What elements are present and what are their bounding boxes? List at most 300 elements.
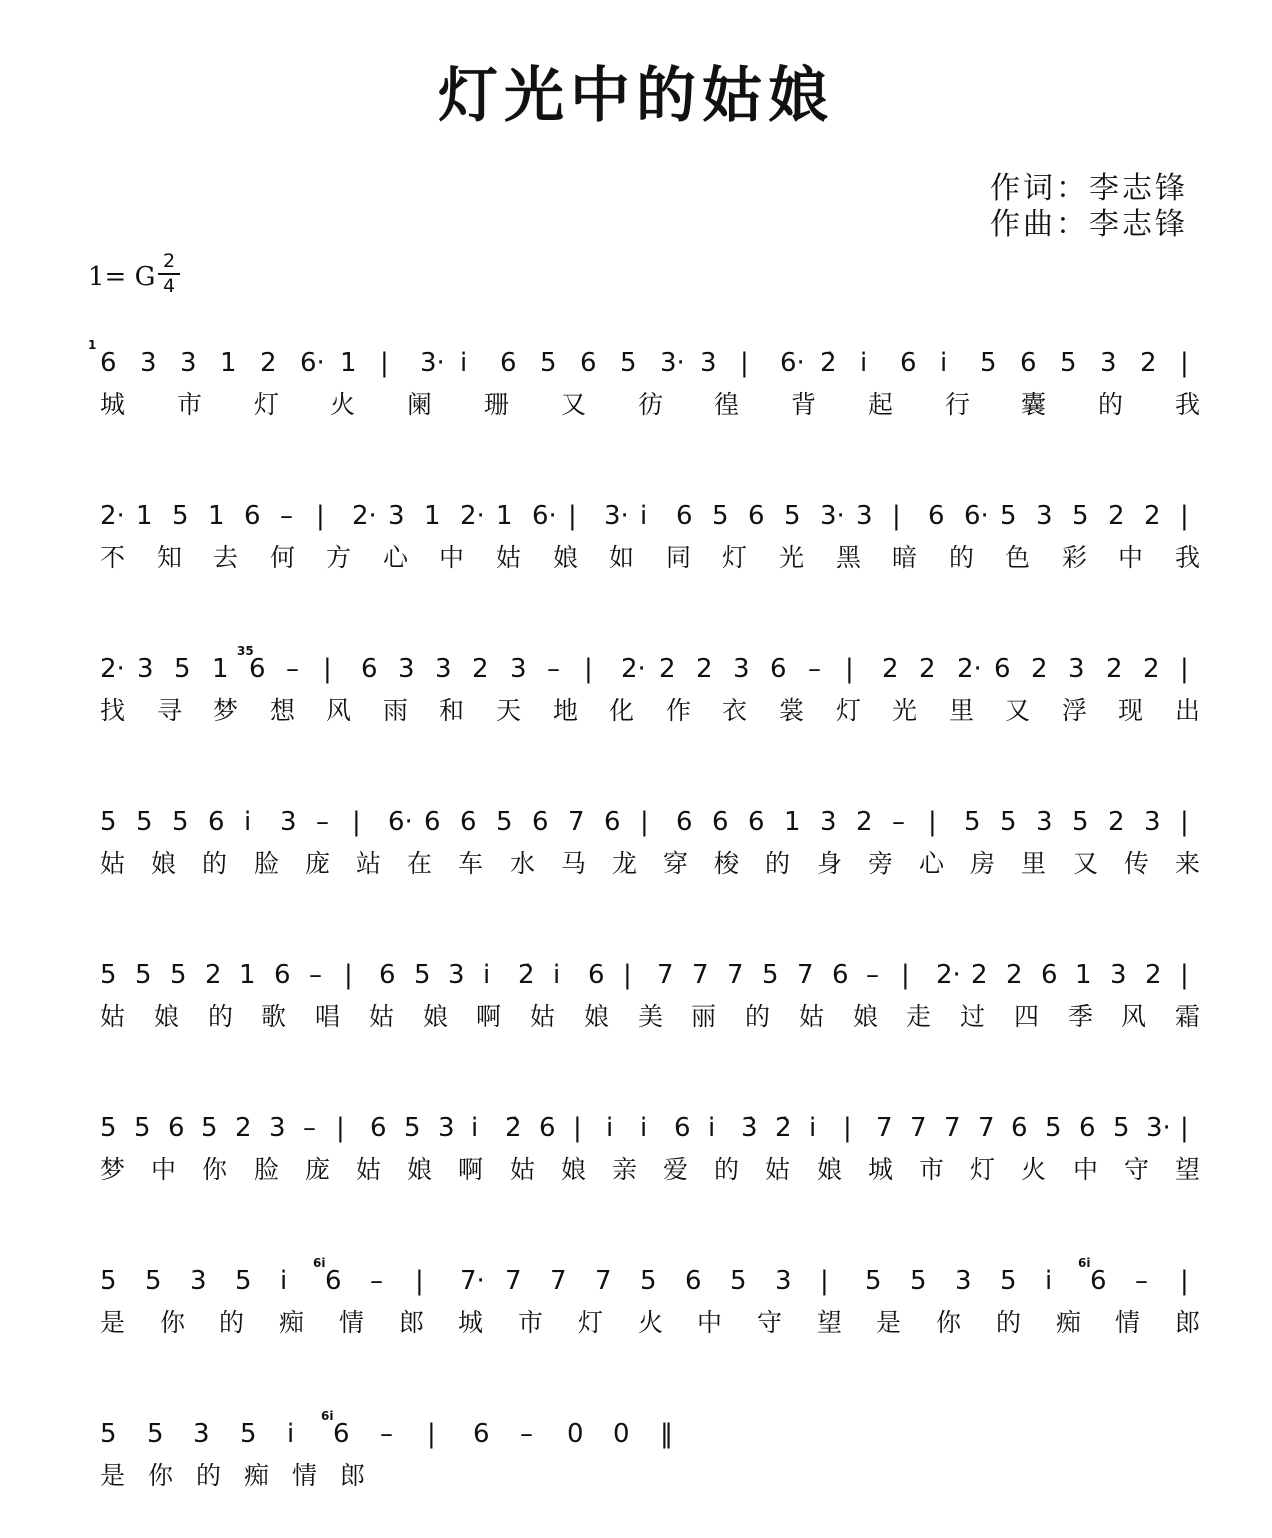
note: 6 [500,348,517,378]
barline: | [316,501,325,531]
lyric-char: 娘 [584,1002,610,1031]
note: 6 [424,807,441,837]
note: 7 [657,960,674,990]
note: 0 [567,1419,584,1449]
lyric-char: 望 [817,1308,843,1337]
note: 6 [333,1419,350,1449]
barline: | [623,960,632,990]
lyric-char: 守 [757,1308,783,1337]
barline: | [740,348,749,378]
note: 3 [1110,960,1127,990]
note: 6 [473,1419,490,1449]
lyric-char: 灯 [970,1155,996,1184]
note: 3 [1036,501,1053,531]
note: 6 [588,960,605,990]
lyric-char: 脸 [254,849,280,878]
note: 2· [352,501,377,531]
barline: ‖ [660,1419,673,1449]
lyric-char: 火 [1021,1155,1047,1184]
note: 5 [100,807,117,837]
note: 2 [1144,501,1161,531]
note: 6 [676,501,693,531]
note: i̇ [553,960,561,990]
lyric-char: 中 [1118,543,1144,572]
note: 3 [398,654,415,684]
lyric-char: 城 [100,390,126,419]
lyric-char: 姑 [100,849,126,878]
note: 2 [205,960,222,990]
lyric-char: 彩 [1062,543,1088,572]
note: 5 [712,501,729,531]
lyric-char: 庞 [305,849,331,878]
note: – [1135,1266,1148,1296]
note: 2 [472,654,489,684]
lyric-line [100,1157,1200,1197]
lyric-char: 的 [196,1461,222,1490]
note: 6 [532,807,549,837]
note: 3 [448,960,465,990]
lyric-char: 庞 [305,1155,331,1184]
note: 3· [420,348,445,378]
music-system [0,1248,1272,1368]
note: 5 [145,1266,162,1296]
barline: | [427,1419,436,1449]
lyric-char: 又 [1005,696,1031,725]
barline: | [568,501,577,531]
lyric-char: 传 [1124,849,1150,878]
note: 3 [1068,654,1085,684]
lyric-char: 过 [960,1002,986,1031]
lyric-char: 色 [1005,543,1031,572]
note: 6· [300,348,325,378]
time-numerator: 2 [162,250,176,272]
music-system [0,942,1272,1062]
lyric-char: 站 [356,849,382,878]
lyric-char: 你 [160,1308,186,1337]
note: 5 [201,1113,218,1143]
note: 6 [1011,1113,1028,1143]
note: 6 [539,1113,556,1143]
lyric-char: 的 [714,1155,740,1184]
lyric-char: 雨 [383,696,409,725]
lyric-char: 黑 [836,543,862,572]
lyric-char: 房 [970,849,996,878]
lyric-char: 又 [561,390,587,419]
note: 5 [762,960,779,990]
note: 1 [1075,960,1092,990]
barline: | [1180,960,1189,990]
barline: | [584,654,593,684]
note: 2 [882,654,899,684]
lyric-char: 光 [892,696,918,725]
note: 5 [136,807,153,837]
note: 5 [174,654,191,684]
time-denominator: 4 [162,275,176,297]
note: – [547,654,560,684]
lyric-char: 望 [1175,1155,1201,1184]
lyric-char: 车 [458,849,484,878]
note: i̇ [606,1113,614,1143]
lyric-char: 现 [1118,696,1144,725]
note: i̇ [244,807,252,837]
note: 3 [1144,807,1161,837]
note: 6 [748,807,765,837]
note: 6 [244,501,261,531]
lyric-char: 行 [945,390,971,419]
lyric-char: 我 [1175,543,1201,572]
lyric-char: 何 [270,543,296,572]
barline: | [845,654,854,684]
note: 7 [876,1113,893,1143]
lyric-char: 暗 [892,543,918,572]
lyric-char: 在 [407,849,433,878]
note: 1 [784,807,801,837]
note: 5 [172,501,189,531]
note: 1 [340,348,357,378]
lyric-char: 马 [561,849,587,878]
lyric-char: 痴 [279,1308,305,1337]
lyric-line [100,1463,1200,1503]
lyric-char: 啊 [476,1002,502,1031]
lyric-char: 娘 [553,543,579,572]
lyric-char: 歌 [261,1002,287,1031]
lyric-char: 郎 [340,1461,366,1490]
note: 3· [1146,1113,1171,1143]
note: 7 [568,807,585,837]
lyric-char: 娘 [561,1155,587,1184]
lyric-char: 珊 [484,390,510,419]
lyric-char: 情 [292,1461,318,1490]
note: 6 [712,807,729,837]
lyric-char: 情 [339,1308,365,1337]
note: i̇ [483,960,491,990]
note: 6 [832,960,849,990]
barline: | [892,501,901,531]
lyric-char: 中 [697,1308,723,1337]
barline: | [928,807,937,837]
note: 5 [1045,1113,1062,1143]
note: 5 [134,1113,151,1143]
lyric-char: 风 [326,696,352,725]
note: 5 [640,1266,657,1296]
note: 3 [510,654,527,684]
note: i̇ [280,1266,288,1296]
note: 2 [1006,960,1023,990]
lyric-char: 灯 [254,390,280,419]
note: 2 [1108,501,1125,531]
note: 7 [978,1113,995,1143]
lyric-char: 娘 [853,1002,879,1031]
lyric-char: 城 [868,1155,894,1184]
barline: | [1180,348,1189,378]
lyric-char: 娘 [154,1002,180,1031]
lyric-char: 又 [1073,849,1099,878]
lyric-char: 火 [330,390,356,419]
note: 1 [208,501,225,531]
note: i̇ [640,501,648,531]
lyric-char: 裳 [779,696,805,725]
barline: | [344,960,353,990]
note: 6 [770,654,787,684]
lyric-char: 灯 [578,1308,604,1337]
lyric-char: 娘 [423,1002,449,1031]
note: 7 [505,1266,522,1296]
note: – [370,1266,383,1296]
lyric-char: 灯 [836,696,862,725]
note: – [380,1419,393,1449]
barline: | [843,1113,852,1143]
note: 3 [280,807,297,837]
note: 1 [136,501,153,531]
lyric-char: 的 [1098,390,1124,419]
note: 6 [361,654,378,684]
lyric-char: 的 [208,1002,234,1031]
note: 5 [496,807,513,837]
grace-note: 6i [313,1256,326,1270]
note: 3· [820,501,845,531]
note: 6 [748,501,765,531]
note: 6 [1090,1266,1107,1296]
note: 5 [980,348,997,378]
lyric-char: 起 [868,390,894,419]
note: 5 [100,1419,117,1449]
note: 6 [604,807,621,837]
lyric-char: 的 [202,849,228,878]
note: i̇ [640,1113,648,1143]
lyric-char: 水 [510,849,536,878]
note: 2 [235,1113,252,1143]
note: 6· [780,348,805,378]
note: 7· [460,1266,485,1296]
note: – [316,807,329,837]
note: 7 [550,1266,567,1296]
note: 3 [820,807,837,837]
note: 3 [269,1113,286,1143]
lyric-char: 姑 [765,1155,791,1184]
note: 0 [613,1419,630,1449]
note: 5 [1072,807,1089,837]
note: 5 [620,348,637,378]
note: 5 [784,501,801,531]
barline: | [640,807,649,837]
note: 6 [928,501,945,531]
lyric-char: 里 [1021,849,1047,878]
grace-note: 6i [321,1409,334,1423]
lyric-char: 找 [100,696,126,725]
note: 5 [170,960,187,990]
lyric-char: 的 [219,1308,245,1337]
note: 3 [733,654,750,684]
note: 5 [100,1266,117,1296]
notation-line [100,636,1200,706]
note: 6 [249,654,266,684]
lyric-char: 姑 [496,543,522,572]
barline: | [1180,501,1189,531]
notation-line [100,483,1200,553]
note: 3· [660,348,685,378]
lyric-line [100,1310,1200,1350]
music-system [0,789,1272,909]
lyric-char: 梭 [714,849,740,878]
note: 3 [190,1266,207,1296]
lyric-char: 龙 [612,849,638,878]
lyric-char: 背 [791,390,817,419]
music-system [0,330,1272,450]
lyric-char: 情 [1115,1308,1141,1337]
barline: | [820,1266,829,1296]
note: 6· [388,807,413,837]
note: 1 [220,348,237,378]
lyric-char: 娘 [407,1155,433,1184]
note: 3 [700,348,717,378]
lyric-char: 城 [458,1308,484,1337]
note: 2· [460,501,485,531]
note: 3 [1036,807,1053,837]
lyric-char: 光 [779,543,805,572]
song-title: 灯光中的姑娘 [438,61,834,131]
music-system [0,636,1272,756]
note: 3 [137,654,154,684]
lyric-char: 美 [638,1002,664,1031]
note: 6 [208,807,225,837]
lyric-char: 你 [148,1461,174,1490]
lyric-char: 你 [202,1155,228,1184]
note: 5 [1000,501,1017,531]
note: 1 [239,960,256,990]
barline: | [1180,807,1189,837]
lyric-char: 啊 [458,1155,484,1184]
lyric-char: 徨 [714,390,740,419]
note: – [286,654,299,684]
lyric-char: 姑 [356,1155,382,1184]
lyric-char: 方 [326,543,352,572]
note: 6 [460,807,477,837]
music-system [0,1401,1272,1521]
note: 1 [424,501,441,531]
lyric-char: 市 [919,1155,945,1184]
note: 7 [692,960,709,990]
note: 5 [100,960,117,990]
lyric-char: 浮 [1062,696,1088,725]
note: 7 [595,1266,612,1296]
note: – [520,1419,533,1449]
lyric-char: 季 [1068,1002,1094,1031]
note: 6 [676,807,693,837]
note: 5 [964,807,981,837]
lyric-char: 火 [638,1308,664,1337]
note: 3 [438,1113,455,1143]
note: 6 [580,348,597,378]
note: 6 [370,1113,387,1143]
note: 2 [696,654,713,684]
note: 3 [140,348,157,378]
lyric-char: 中 [1073,1155,1099,1184]
barline: | [415,1266,424,1296]
note: – [892,807,905,837]
barline: | [352,807,361,837]
lyric-char: 出 [1175,696,1201,725]
lyric-char: 去 [213,543,239,572]
lyric-char: 梦 [100,1155,126,1184]
note: – [866,960,879,990]
lyric-char: 痴 [244,1461,270,1490]
note: – [309,960,322,990]
lyric-char: 灯 [722,543,748,572]
note: 5 [147,1419,164,1449]
note: 5 [1060,348,1077,378]
note: – [808,654,821,684]
lyric-char: 知 [157,543,183,572]
lyric-char: 郎 [399,1308,425,1337]
lyric-char: 衣 [722,696,748,725]
lyric-char: 走 [906,1002,932,1031]
note: 7 [727,960,744,990]
note: 6 [994,654,1011,684]
note: 7 [910,1113,927,1143]
lyric-char: 风 [1121,1002,1147,1031]
lyric-line [100,698,1200,738]
note: 3 [180,348,197,378]
lyric-char: 旁 [868,849,894,878]
note: 5 [135,960,152,990]
barline: | [1180,1266,1189,1296]
grace-note: 35 [237,644,254,658]
barline: | [901,960,910,990]
note: 2 [919,654,936,684]
note: 1 [212,654,229,684]
note: 6 [325,1266,342,1296]
lyric-char: 是 [100,1461,126,1490]
note: 1 [496,501,513,531]
note: 2 [971,960,988,990]
lyric-char: 亲 [612,1155,638,1184]
lyric-char: 姑 [369,1002,395,1031]
note: 2· [936,960,961,990]
lyric-char: 的 [745,1002,771,1031]
barline: | [1180,1113,1189,1143]
note: i̇ [287,1419,295,1449]
barline: | [336,1113,345,1143]
note: – [303,1113,316,1143]
barline: | [1180,654,1189,684]
grace-note: 1 [88,338,97,352]
lyric-char: 是 [876,1308,902,1337]
note: 2̇ [775,1113,792,1143]
note: 5 [414,960,431,990]
lyric-char: 不 [100,543,126,572]
lyric-char: 的 [949,543,975,572]
note: 6 [274,960,291,990]
note: 6· [964,501,989,531]
note: 2 [659,654,676,684]
note: 6 [100,348,117,378]
lyric-char: 囊 [1021,390,1047,419]
barline: | [573,1113,582,1143]
note: 5 [1000,1266,1017,1296]
note: 5 [1072,501,1089,531]
note: 5 [730,1266,747,1296]
note: 6 [674,1113,691,1143]
note: 5 [910,1266,927,1296]
note: 6 [685,1266,702,1296]
lyric-char: 四 [1014,1002,1040,1031]
note: i̇ [708,1113,716,1143]
music-system [0,483,1272,603]
lyric-char: 娘 [151,849,177,878]
note: 2̇ [518,960,535,990]
note: 3 [955,1266,972,1296]
note: 3 [388,501,405,531]
